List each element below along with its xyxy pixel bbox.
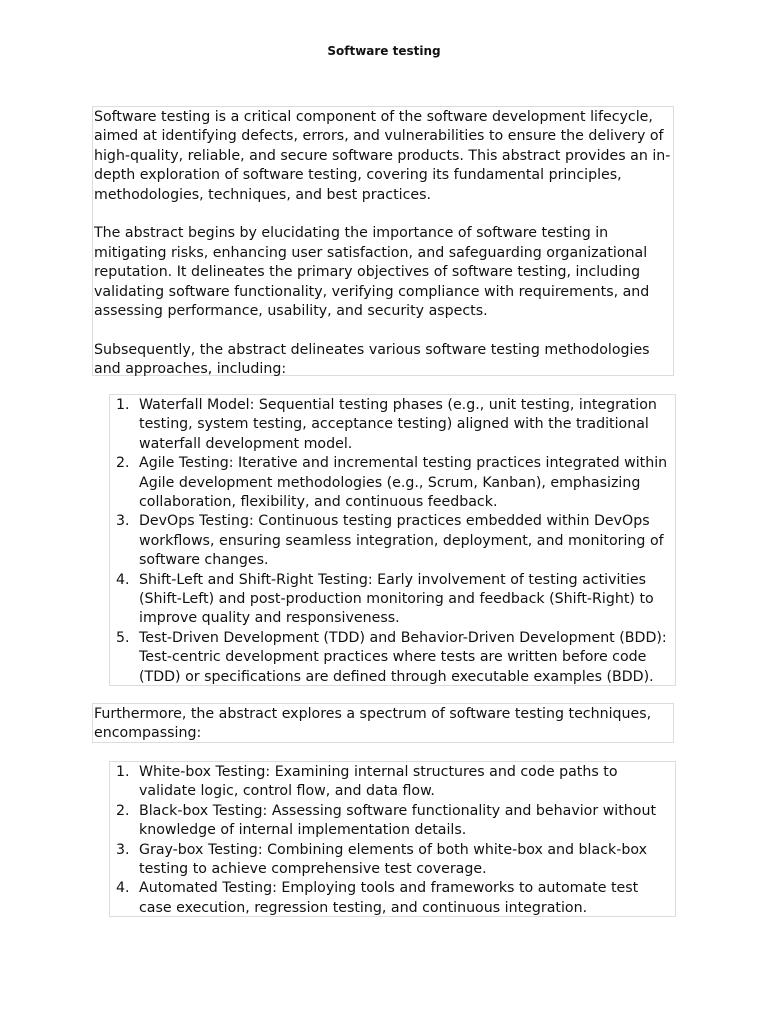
list-item-text: Test-Driven Development (TDD) and Behavior-Driven Development (BDD): Test-centric development practices where tests are written before code (TDD) or specifications are defined through executable examples (BDD).	[139, 629, 667, 685]
methodologies-list	[109, 394, 676, 686]
list-item	[110, 396, 671, 454]
list-item-text: Black-box Testing: Assessing software functionality and behavior without knowledge of internal implementation details.	[139, 802, 657, 839]
intro-paragraph: The abstract begins by elucidating the importance of software testing in mitigating risks, enhancing user satisfaction, and safeguarding organizational reputation. It delineates the primary objectives of software testing, including validating software functionality, verifying compliance with requirements, and assessing performance, usability, and security aspects.	[94, 225, 650, 320]
list-item-number: 1.	[116, 397, 130, 413]
list-item-text: DevOps Testing: Continuous testing practices embedded within DevOps workflows, ensuring seamless integration, deployment, and monitoring of software changes.	[139, 513, 664, 569]
techniques-intro	[92, 703, 674, 743]
list-item	[110, 763, 671, 802]
techniques-intro-paragraph: Furthermore, the abstract explores a spectrum of software testing techniques, encompassing:	[94, 706, 652, 742]
intro-paragraph: Subsequently, the abstract delineates various software testing methodologies and approaches, including:	[94, 341, 650, 378]
list-item	[110, 879, 671, 918]
list-item	[110, 512, 671, 570]
intro-paragraph: Software testing is a critical component of the software development lifecycle, aimed at identifying defects, errors, and vulnerabilities to ensure the delivery of high-quality, reliable, and secure software products. This abstract provides an in-depth exploration of software testing, covering its fundamental principles, methodologies, techniques, and best practices.	[94, 109, 671, 203]
list-item-number: 4.	[116, 571, 130, 588]
list-item-text: White-box Testing: Examining internal structures and code paths to validate logic, control flow, and data flow.	[139, 764, 618, 800]
list-item-text: Shift-Left and Shift-Right Testing: Early involvement of testing activities (Shift-Left) and post-production monitoring and feedback (Shift-Right) to improve quality and responsiveness.	[139, 571, 654, 627]
list-item-number: 5.	[116, 629, 130, 646]
list-item	[110, 571, 671, 629]
list-item	[110, 629, 671, 687]
list-item-number: 2.	[116, 802, 130, 819]
list-item-number: 2.	[116, 455, 130, 472]
list-item-number: 3.	[116, 513, 130, 530]
techniques-list	[109, 761, 676, 917]
list-item-text: Gray-box Testing: Combining elements of both white-box and black-box testing to achieve comprehensive test coverage.	[139, 841, 647, 878]
list-item-text: Automated Testing: Employing tools and frameworks to automate test case execution, regression testing, and continuous integration.	[139, 880, 639, 916]
list-item-text: Agile Testing: Iterative and incremental testing practices integrated within Agile development methodologies (e.g., Scrum, Kanban), emphasizing collaboration, flexibility, and continuous feedback.	[139, 455, 668, 511]
list-item-number: 1.	[116, 764, 130, 780]
list-item-number: 3.	[116, 841, 130, 858]
list-item-number: 4.	[116, 880, 130, 897]
list-item	[110, 802, 671, 841]
list-item	[110, 454, 671, 512]
list-item	[110, 841, 671, 880]
intro-section	[92, 106, 674, 376]
page-title: Software testing	[327, 44, 441, 58]
list-item-text: Waterfall Model: Sequential testing phases (e.g., unit testing, integration testing, system testing, acceptance testing) aligned with the traditional waterfall development model.	[139, 397, 657, 452]
